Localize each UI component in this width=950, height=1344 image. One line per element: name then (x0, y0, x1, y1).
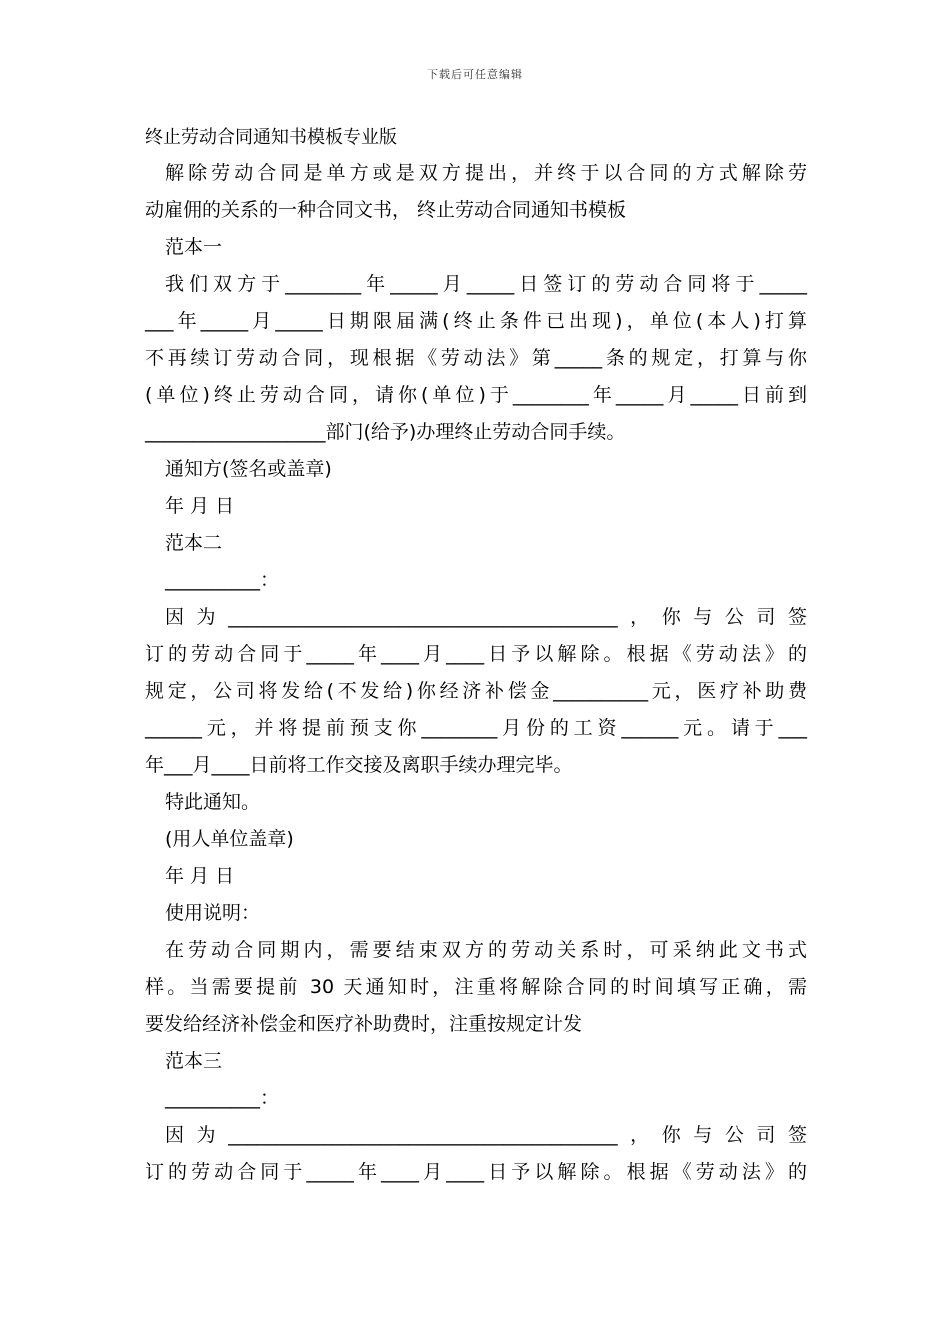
document-line: 年 月 日 (165, 495, 235, 517)
document-line: 样。当需要提前 30 天通知时，注重将解除合同的时间填写正确，需 (145, 976, 807, 998)
document-lines (145, 155, 807, 1191)
document-line: ___________________部门(给予)办理终止劳动合同手续。 (145, 421, 626, 443)
document-line: ______元，并将提前预支你________月份的工资______元。请于___ (145, 717, 807, 739)
document-line: ___年_____月_____日期限届满(终止条件已出现)，单位(本人)打算 (145, 310, 807, 332)
document-line: 不再续订劳动合同，现根据《劳动法》第_____条的规定，打算与你 (145, 347, 807, 369)
document-line: 范本三 (165, 1050, 223, 1072)
page-header-note: 下载后可任意编辑 (427, 68, 523, 81)
document-line: 使用说明： (165, 902, 261, 924)
document-line: 范本一 (165, 236, 223, 258)
document-line: 动雇佣的关系的一种合同文书， 终止劳动合同通知书模板 (145, 199, 627, 221)
document-line: 要发给经济补偿金和医疗补助费时，注重按规定计发 (145, 1013, 583, 1035)
document-line: 特此通知。 (165, 791, 261, 813)
document-line: 因为_________________________________________，你与公司签 (165, 1124, 807, 1146)
document-line: (用人单位盖章) (165, 828, 294, 850)
document-line: __________： (165, 1087, 280, 1109)
document-body (145, 121, 807, 1191)
document-line: 订的劳动合同于_____年____月____日予以解除。根据《劳动法》的 (145, 1161, 807, 1183)
document-line: 我们双方于________年_____月_____日签订的劳动合同将于_____ (165, 273, 807, 295)
document-line: __________： (165, 569, 280, 591)
document-line: 年___月____日前将工作交接及离职手续办理完毕。 (145, 754, 573, 776)
document-line: 通知方(签名或盖章) (165, 458, 332, 480)
document-title: 终止劳动合同通知书模板专业版 (145, 127, 397, 148)
document-line: 订的劳动合同于_____年____月____日予以解除。根据《劳动法》的 (145, 643, 807, 665)
document-line: 解除劳动合同是单方或是双方提出，并终于以合同的方式解除劳 (165, 162, 807, 184)
document-line: 因为_________________________________________，你与公司签 (165, 606, 807, 628)
document-line: 规定，公司将发给(不发给)你经济补偿金__________元，医疗补助费 (145, 680, 807, 702)
document-line: 范本二 (165, 532, 223, 554)
document-line: 在劳动合同期内，需要结束双方的劳动关系时，可采纳此文书式 (165, 939, 807, 961)
document-line: 年 月 日 (165, 865, 235, 887)
document-line: (单位)终止劳动合同，请你(单位)于________年_____月_____日前到 (145, 384, 807, 406)
